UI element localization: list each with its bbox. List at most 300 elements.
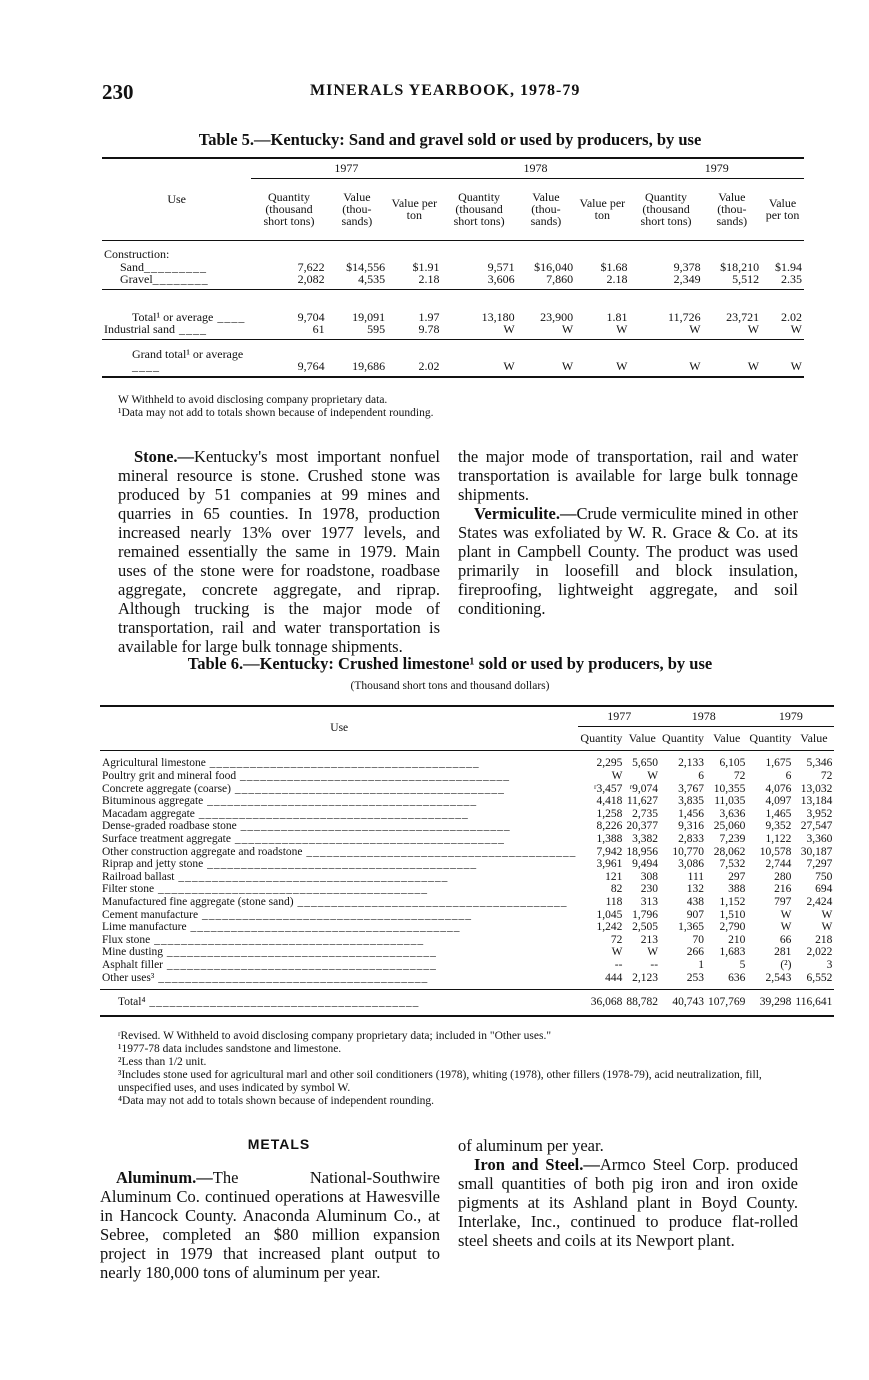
t5-cell: W [561, 359, 574, 373]
t6-cell: -- [614, 958, 623, 971]
t5-section-construction: Construction: [104, 247, 170, 261]
t6-cell: 2,123 [632, 971, 659, 984]
t6-cell: 27,547 [800, 820, 833, 833]
t6-cell: 8,226 [596, 820, 623, 833]
t6-cell: 121 [605, 870, 623, 883]
t6-cell: 6 [785, 770, 792, 782]
table5-year-1977: 1977 [334, 161, 359, 176]
t6-cell: 5 [739, 958, 746, 971]
t5-cell: $16,040 [534, 260, 574, 274]
t6-cell: 25,060 [713, 820, 746, 833]
t6-cell: 28,062 [713, 845, 746, 858]
t6-cell: 3,835 [678, 795, 705, 808]
t5-cell: 2,082 [297, 272, 325, 286]
table5-footnotes [118, 394, 798, 420]
t6-subhead: Value [713, 730, 741, 745]
t5-cell: W [616, 322, 628, 336]
t6-cell: 3 [826, 958, 833, 971]
leader-dots: ________________________________________ [236, 820, 511, 833]
t5-cell: 9,571 [487, 260, 515, 274]
t6-cell: W [780, 921, 792, 934]
t6-cell: 11,627 [626, 795, 659, 808]
t6-row-label: Manufactured fine aggregate (stone sand) [102, 895, 294, 908]
t5-head-per-ton: Value per ton [765, 196, 800, 222]
aluminum-text: The National-Southwire Aluminum Co. continued operations at Hawesville in Hancock County. Anaconda Aluminum Co., at Sebree, completed an $80 million expansion project in 1979 that increased plant output to nearly 180,000 tons of aluminum per year. [100, 1168, 440, 1282]
t6-row-label-cell [100, 783, 578, 796]
t6-cell: 13,032 [800, 782, 833, 795]
iron-heading: Iron and Steel.— [474, 1155, 600, 1174]
t6-row-label: Poultry grit and mineral food [102, 770, 237, 782]
t6-row-label-cell [100, 846, 578, 859]
table-row [100, 750, 834, 770]
t6-row-label: Mine dusting [102, 946, 164, 959]
t6-row-label: Riprap and jetty stone [102, 858, 204, 871]
t5-cell: 9,704 [297, 310, 325, 324]
t6-cell: ʳ9,074 [629, 782, 659, 795]
t5-cell: 9,378 [673, 260, 701, 274]
t5-cell: 2.18 [418, 272, 440, 286]
t6-cell: 3,382 [632, 832, 659, 845]
t6-cell: 1,122 [765, 832, 792, 845]
t5-cell: 2.02 [418, 359, 440, 373]
table6-subtitle: (Thousand short tons and thousand dollars) [350, 680, 550, 692]
leader-dots: ________________________________________ [293, 895, 568, 908]
t6-row-label-cell [100, 808, 578, 821]
table5-year-1979: 1979 [704, 161, 729, 176]
t6-cell: 218 [815, 933, 833, 946]
t6-cell: 1,683 [719, 946, 746, 959]
t6-row-label: Agricultural limestone [102, 756, 206, 769]
table6-year-1979: 1979 [778, 708, 803, 723]
t5-head-per-ton: Value per ton [391, 196, 438, 222]
t5-cell: 2.02 [781, 310, 802, 324]
t5-cell: 2,349 [673, 272, 701, 286]
t5-cell: W [747, 322, 760, 336]
t6-cell: W [780, 908, 792, 921]
t6-row-label-cell [100, 909, 578, 922]
t6-row-label-cell [100, 921, 578, 934]
t5-cell: 7,860 [546, 272, 574, 286]
table-row [100, 808, 834, 821]
t6-cell: 2,505 [632, 921, 659, 934]
t6-cell: 444 [605, 971, 623, 984]
table-row [100, 946, 834, 959]
t6-cell: 6,105 [719, 756, 746, 769]
table5-year-1978: 1978 [523, 161, 548, 176]
t5-cell: W [561, 322, 574, 336]
t6-cell: 2,735 [632, 807, 659, 820]
t6-cell: 2,133 [678, 756, 705, 769]
t6-row-label-cell [100, 972, 578, 990]
t6-cell: 281 [774, 946, 792, 959]
t6-cell: 2,022 [806, 946, 833, 959]
leader-dots: ________________________________________ [205, 756, 480, 769]
table6-year-1977: 1977 [607, 708, 632, 723]
t5-head-per-ton: Value per ton [579, 196, 626, 222]
leader-dots: ________________________________________ [230, 832, 505, 845]
t6-cell: 7,239 [719, 832, 746, 845]
t6-cell: W [611, 770, 623, 782]
t6-row-label-cell [100, 959, 578, 972]
t6-cell: 438 [686, 895, 705, 908]
t5-cell: $1.68 [600, 260, 628, 274]
leader-dots: ________________________________________ [150, 933, 425, 946]
t6-cell: 107,769 [708, 996, 746, 1009]
t6-row-label-cell [100, 934, 578, 947]
t6-cell: 132 [686, 883, 705, 896]
t6-cell: 1,675 [765, 756, 792, 769]
table6-footnote: ²Less than 1/2 unit. [118, 1056, 207, 1068]
table-row: Industrial sand ____ 61 595 9.78 W W W W W W [102, 323, 804, 339]
t6-row-label: Concrete aggregate (coarse) [102, 782, 231, 795]
t6-cell: 213 [640, 933, 659, 946]
t5-cell: 1.97 [418, 310, 440, 324]
t6-cell: 2,295 [596, 756, 623, 769]
t6-cell: 3,636 [719, 807, 746, 820]
t5-head-qty: Quantity (thousand short tons) [640, 190, 692, 228]
table6-grid [100, 705, 834, 1017]
t6-cell: 3,961 [596, 858, 623, 871]
t6-cell: 1,510 [719, 908, 746, 921]
t5-cell: $14,556 [346, 260, 386, 274]
t6-cell: 4,076 [765, 782, 792, 795]
t5-cell: $1.91 [412, 260, 440, 274]
table6-year-1978: 1978 [691, 708, 716, 723]
t6-subhead: Value [800, 730, 828, 745]
t6-cell: 797 [774, 895, 792, 908]
t6-cell: 5,650 [632, 756, 659, 769]
t6-cell: 2,543 [765, 971, 792, 984]
t6-subhead: Value [628, 730, 656, 745]
t6-cell: 4,097 [765, 795, 792, 808]
table6-footnotes [118, 1030, 808, 1108]
t6-cell: 2,744 [765, 858, 792, 871]
t5-cell: 61 [312, 322, 325, 336]
t6-row-label-cell [100, 795, 578, 808]
t5-cell: 4,535 [358, 272, 386, 286]
table6-footnote: ¹1977-78 data includes sandstone and limestone. [118, 1043, 342, 1055]
t5-cell: 11,726 [668, 310, 701, 324]
t6-cell: 3,360 [806, 832, 833, 845]
t6-cell: 116,641 [795, 996, 833, 1009]
t5-cell: $1.94 [775, 260, 802, 274]
right-column-top: the major mode of transportation, rail and water transportation is available for large bulk tonnage shipments. Vermiculite.—Crude vermiculite mined in other States was exfoliated by W. R. Grace & Co. at its plant in Campbell County. The product was used primarily in loosefill and block insulation, fireproofing, lightweight aggregate, and soil conditioning. [458, 447, 798, 618]
t5-cell: 19,686 [352, 359, 386, 373]
t5-cell: 9,764 [297, 359, 325, 373]
t6-row-label: Asphalt filler [102, 958, 163, 971]
leader-dots: ________________________________________ [186, 921, 461, 934]
t6-cell: 210 [728, 933, 746, 946]
t6-row-label: Cement manufacture [102, 908, 199, 921]
t5-row-label: Gravel [120, 272, 153, 286]
t6-cell: 2,790 [719, 921, 746, 934]
t6-row-label: Dense-graded roadbase stone [102, 820, 237, 833]
t6-cell: 118 [605, 895, 623, 908]
t5-cell: W [689, 359, 701, 373]
table5-footnote: ¹Data may not add to totals shown because of independent rounding. [118, 407, 434, 419]
t6-cell: 1,465 [765, 807, 792, 820]
t6-cell: 70 [692, 933, 705, 946]
t5-cell: 23,900 [540, 310, 574, 324]
metals-heading: METALS [247, 1136, 311, 1152]
t6-cell: 6,552 [806, 971, 833, 984]
t5-cell: W [503, 359, 515, 373]
leader-dots: ________________________________________ [203, 795, 478, 808]
t6-cell: 907 [686, 908, 705, 921]
t6-cell: 694 [815, 883, 833, 896]
t6-row-label: Filter stone [102, 883, 155, 896]
t6-row-label-cell [100, 833, 578, 846]
table6-footnote: ʳRevised. W Withheld to avoid disclosing company proprietary data; included in "Other uses." [118, 1030, 552, 1042]
table-row [100, 990, 834, 1016]
table6-footnote: ³Includes stone used for agricultural marl and other soil conditioners (1978), whiting (1978), other fillers (1978-79), acid neutralization, fill, unspecified uses, and uses indicated by symbol W. [118, 1069, 762, 1094]
leader-dots: ________________________________________ [163, 946, 437, 959]
table-row [100, 820, 834, 833]
t6-cell: 216 [774, 883, 792, 896]
leader-dots: ________________________________________ [163, 958, 437, 971]
leader-dots: ________________________________________ [194, 807, 469, 820]
t6-cell: -- [650, 958, 659, 971]
page-number: 230 [102, 80, 134, 104]
t5-row-label: Total¹ or average [132, 310, 214, 324]
t6-cell: 1,242 [596, 921, 623, 934]
t6-cell: 7,532 [719, 858, 746, 871]
leader-dots: ________________________________________ [302, 845, 577, 858]
t6-cell: 9,494 [632, 858, 659, 871]
t5-head-value: Value (thou- sands) [716, 190, 748, 228]
t6-cell: 18,956 [626, 845, 659, 858]
table6 [100, 705, 833, 1017]
t6-row-label-cell [100, 770, 578, 783]
t5-head-qty: Quantity (thousand short tons) [263, 190, 315, 228]
t6-cell: 40,743 [672, 996, 705, 1009]
t6-cell: 11,035 [714, 795, 746, 808]
leader-dots: ________________________________________ [230, 782, 505, 795]
table-row: Grand total¹ or average ____ 9,764 19,686 2.02 W W W W W W [102, 339, 804, 377]
running-head: MINERALS YEARBOOK, 1978-79 [310, 82, 581, 99]
t6-row-label: Railroad ballast [102, 870, 175, 883]
t6-row-label: Other uses³ [102, 971, 155, 984]
t6-row-label-cell [100, 858, 578, 871]
t6-cell: W [821, 908, 833, 921]
t6-row-label-cell [100, 990, 578, 1016]
table-row: Total¹ or average ____ 9,704 19,091 1.97 13,180 23,900 1.81 11,726 23,721 2.02 [102, 289, 804, 323]
t6-cell: 39,298 [759, 996, 792, 1009]
t5-cell: 19,091 [352, 310, 386, 324]
leader-dots: ________________________________________ [236, 770, 511, 782]
t5-cell: W [503, 322, 515, 336]
t5-cell: 5,512 [732, 272, 760, 286]
t6-cell: 388 [728, 883, 746, 896]
t6-cell: 6 [698, 770, 705, 782]
t6-cell: 10,578 [759, 845, 792, 858]
t5-row-label: Grand total¹ or average [132, 347, 244, 361]
t5-cell: 3,606 [487, 272, 515, 286]
table-row [100, 833, 834, 846]
t6-row-label-cell [100, 883, 578, 896]
t6-cell: 2,833 [678, 832, 705, 845]
t6-subhead: Quantity [580, 730, 623, 745]
t6-cell: 313 [640, 895, 659, 908]
t6-cell: 750 [815, 870, 833, 883]
t6-row-label-cell [100, 946, 578, 959]
t6-cell: 1,258 [596, 807, 623, 820]
t5-cell: 595 [367, 322, 386, 336]
leader-dots: ________________________________________ [198, 908, 472, 921]
vermiculite-text: Crude vermiculite mined in other States was exfoliated by W. R. Grace & Co. at its plant in Campbell County. The product was used primarily in loosefill and block insulation, fireproofing, lightweight aggregate, and soil conditioning. [458, 504, 798, 618]
table5-footnote: W Withheld to avoid disclosing company proprietary data. [118, 394, 388, 406]
vermiculite-heading: Vermiculite.— [474, 504, 577, 523]
t6-cell: 7,942 [596, 845, 623, 858]
t6-cell: 10,770 [672, 845, 705, 858]
table-row [100, 783, 834, 796]
t6-cell: 253 [686, 971, 705, 984]
t5-cell: 7,622 [297, 260, 325, 274]
table-row [100, 883, 834, 896]
t5-cell: 2.35 [781, 272, 802, 286]
leader-dots: ________________________________________ [154, 971, 429, 984]
t5-cell: 23,721 [726, 310, 760, 324]
table5-title: Table 5.—Kentucky: Sand and gravel sold or used by producers, by use [198, 130, 702, 149]
t6-cell: W [821, 921, 833, 934]
t6-cell: 13,184 [800, 795, 833, 808]
t6-cell: 36,068 [590, 996, 623, 1009]
t6-cell: (²) [780, 958, 792, 971]
t5-cell: $18,210 [720, 260, 760, 274]
t6-row-label: Bituminous aggregate [102, 795, 204, 808]
t6-cell: W [647, 946, 659, 959]
t6-cell: 230 [640, 883, 659, 896]
t6-cell: 1,796 [632, 908, 659, 921]
t5-head-value: Value (thou- sands) [341, 190, 373, 228]
t6-cell: 266 [686, 946, 705, 959]
table-row [100, 921, 834, 934]
t6-cell: 280 [774, 870, 792, 883]
t6-cell: W [647, 770, 659, 782]
t6-row-label-cell [100, 750, 578, 770]
t6-cell: 1,456 [678, 807, 705, 820]
t5-cell: W [790, 359, 802, 373]
t6-cell: 297 [728, 870, 746, 883]
t5-cell: 9.78 [418, 322, 440, 336]
table-row [100, 896, 834, 909]
aluminum-paragraph [100, 1168, 440, 1320]
page-header [102, 80, 802, 106]
t6-row-label-cell [100, 896, 578, 909]
t6-cell: 30,187 [800, 845, 833, 858]
t6-cell: 20,377 [626, 820, 659, 833]
t6-row-label: Surface treatment aggregate [102, 832, 231, 845]
table-row [100, 871, 834, 884]
iron-text: Armco Steel Corp. produced small quantities of both pig iron and iron oxide pigments at its Ashland plant in Boyd County. Interlake, Inc., continued to produce flat-rolled steel sheets and coils at its Newport plant. [458, 1155, 798, 1250]
t6-cell: 4,418 [596, 795, 623, 808]
table-row [100, 934, 834, 947]
t6-row-label-cell [100, 820, 578, 833]
t6-cell: 3,767 [678, 782, 705, 795]
t6-cell: 88,782 [626, 996, 659, 1009]
t5-head-qty: Quantity (thousand short tons) [453, 190, 505, 228]
right-column-bottom: of aluminum per year. Iron and Steel.—Armco Steel Corp. produced small quantities of both pig iron and iron oxide pigments at its Ashland plant in Boyd County. Interlake, Inc., continued to produce flat-rolled steel sheets and coils at its Newport plant. [458, 1136, 798, 1250]
t5-row-label: Sand [120, 260, 144, 274]
t6-cell: 5,346 [806, 756, 833, 769]
t6-row-label-cell [100, 871, 578, 884]
table6-footnote: ⁴Data may not add to totals shown because of independent rounding. [118, 1095, 435, 1107]
t6-cell: 111 [687, 870, 705, 883]
leader-dots: ________________________________________ [174, 870, 449, 883]
t5-cell: 13,180 [481, 310, 515, 324]
leader-dots: ________________________________________ [154, 883, 428, 896]
t6-row-label: Lime manufacture [102, 921, 187, 934]
stone-paragraph [118, 447, 440, 656]
t6-subhead: Quantity [662, 730, 705, 745]
t6-row-label: Macadam aggregate [102, 807, 195, 820]
t6-cell: 72 [610, 933, 623, 946]
t6-cell: 1 [698, 958, 705, 971]
t5-cell: W [790, 322, 802, 336]
t6-cell: 9,316 [678, 820, 705, 833]
table5 [102, 157, 804, 378]
stone-heading: Stone.— [134, 447, 195, 466]
t6-cell: W [611, 946, 623, 959]
t5-head-value: Value (thou- sands) [530, 190, 562, 228]
t6-cell: 3,086 [678, 858, 705, 871]
t6-cell: 636 [728, 971, 746, 984]
table-row: Sand_________ 7,622 $14,556 $1.91 9,571 $16,040 $1.68 9,378 $18,210 $1.94 [120, 260, 802, 274]
t5-cell: 1.81 [606, 310, 628, 324]
t5-row-label: Industrial sand [104, 322, 175, 336]
t6-cell: 308 [640, 870, 659, 883]
t6-cell: 1,152 [719, 895, 746, 908]
table-row [100, 770, 834, 783]
t6-subhead: Quantity [749, 730, 792, 745]
table-row [100, 909, 834, 922]
t6-cell: 1,388 [596, 832, 623, 845]
table-row [100, 846, 834, 859]
table-row [100, 959, 834, 972]
t6-row-label: Other construction aggregate and roadstone [102, 845, 303, 858]
table6-title: Table 6.—Kentucky: Crushed limestone¹ sold or used by producers, by use [187, 654, 713, 673]
leader-dots: ________________________________________ [203, 858, 478, 871]
aluminum-heading: Aluminum.— [116, 1168, 213, 1187]
t6-cell: 10,355 [713, 782, 746, 795]
table-row [100, 795, 834, 808]
t6-cell: ʳ3,457 [594, 782, 623, 795]
t6-cell: 66 [779, 933, 792, 946]
t6-row-label: Total⁴ [118, 996, 146, 1009]
t6-cell: 7,297 [806, 858, 833, 871]
table-row: Gravel________ 2,082 4,535 2.18 3,606 7,860 2.18 2,349 5,512 2.35 [102, 273, 804, 289]
t6-cell: 72 [733, 770, 746, 782]
table-row [100, 858, 834, 871]
table6-use-header: Use [330, 721, 349, 734]
t6-cell: 3,952 [806, 807, 833, 820]
table5-grid [102, 157, 804, 378]
t5-cell: W [616, 359, 628, 373]
t6-cell: 2,424 [806, 895, 833, 908]
t5-cell: W [747, 359, 760, 373]
stone-text: Kentucky's most important nonfuel mineral resource is stone. Crushed stone was produced by 51 companies at 99 mines and quarries in 65 counties. In 1978, production increased nearly 13% over 1977 levels, and remained essentially the same in 1979. Main uses of the stone were for roadstone, roadbase aggregate, concrete aggregate, and riprap. Although trucking is the major mode of transportation, rail and water transportation is available for large bulk tonnage shipments. [118, 447, 440, 656]
t6-row-label: Flux stone [102, 933, 151, 946]
t6-cell: 1,045 [596, 908, 623, 921]
t6-cell: 82 [610, 883, 623, 896]
t6-cell: 1,365 [678, 921, 705, 934]
t6-cell: 72 [820, 770, 833, 782]
leader-dots: ________________________________________ [145, 996, 420, 1009]
t5-cell: 2.18 [606, 272, 628, 286]
t6-cell: 9,352 [765, 820, 792, 833]
t5-cell: W [689, 322, 701, 336]
table-row [100, 972, 834, 990]
